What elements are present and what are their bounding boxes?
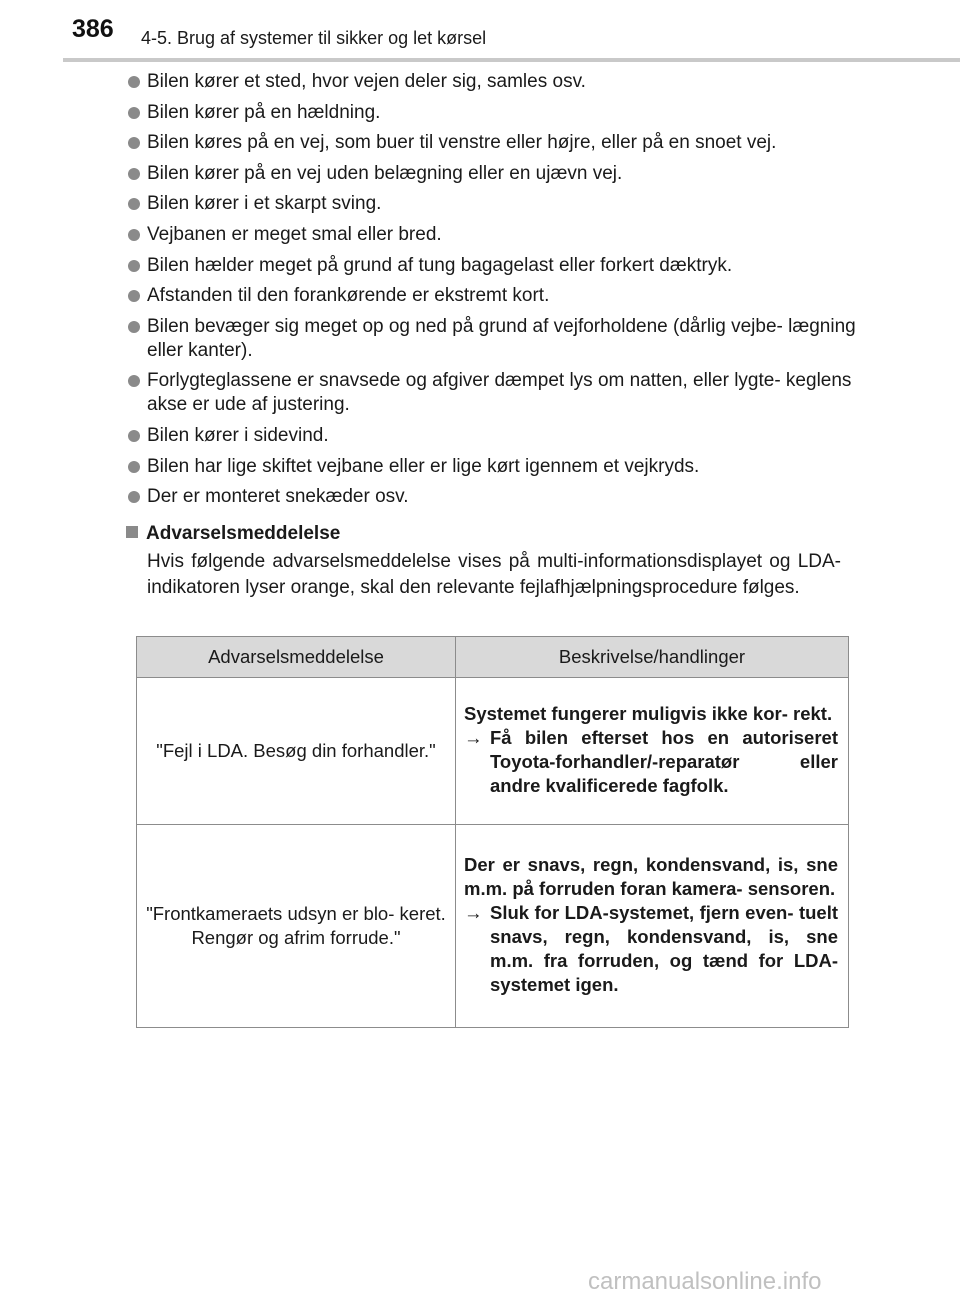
bullet-icon [128,76,140,88]
action-text: Få bilen efterset hos en autoriseret Toyota-forhandler/-reparatør eller andre kvalificerede fagfolk. [490,727,838,796]
bullet-icon [128,229,140,241]
bullet-icon [128,198,140,210]
list-item: Bilen kører i et skarpt sving. [126,192,861,216]
action-text: Sluk for LDA-systemet, fjern even- tuelt snavs, regn, kondensvand, is, sne m.m. fra forruden, og tænd for LDA-systemet igen. [490,902,838,995]
list-item: Bilen hælder meget på grund af tung bagagelast eller forkert dæktryk. [126,254,861,278]
bullet-icon [128,107,140,119]
arrow-icon: → [464,727,483,748]
bullet-icon [128,491,140,503]
warning-message: "Frontkameraets udsyn er blo- keret. Rengør og afrim forrude." [137,825,456,1028]
condition-list [126,70,861,516]
bullet-icon [128,137,140,149]
table-row [137,678,849,825]
warning-description [456,678,849,825]
list-item: Forlygteglassene er snavsede og afgiver dæmpet lys om natten, eller lygte- keglens akse er ude af justering. [126,369,861,417]
square-bullet-icon [126,526,138,538]
warning-table [136,636,849,1028]
list-item: Bilen kører et sted, hvor vejen deler sig, samles osv. [126,70,861,94]
list-item: Bilen har lige skiftet vejbane eller er lige kørt igennem et vejkryds. [126,455,861,479]
list-item: Bilen bevæger sig meget op og ned på grund af vejforholdene (dårlig vejbe- lægning eller kanter). [126,315,861,363]
page-number: 386 [72,15,114,43]
list-item: Bilen kører på en hældning. [126,101,861,125]
action-step [464,726,838,798]
arrow-icon: → [464,902,483,923]
description-text: Systemet fungerer muligvis ikke kor- rekt. [464,703,833,724]
warning-description [456,825,849,1028]
bullet-icon [128,290,140,302]
warning-message: "Fejl i LDA. Besøg din forhandler." [137,678,456,825]
list-item: Bilen kører i sidevind. [126,424,861,448]
table-row [137,825,849,1028]
section-intro: Hvis følgende advarselsmeddelelse vises på multi-informationsdisplayet og LDA-indikatoren lyser orange, skal den relevante fejlafhjælpningsprocedure følges. [147,551,841,598]
bullet-icon [128,321,140,333]
section-title: 4-5. Brug af systemer til sikker og let kørsel [141,28,487,48]
list-item: Bilen køres på en vej, som buer til venstre eller højre, eller på en snoet vej. [126,131,861,155]
column-header-message: Advarselsmeddelelse [137,637,456,678]
table-header-row [137,637,849,678]
list-item: Afstanden til den forankørende er ekstremt kort. [126,284,861,308]
watermark: carmanualsonline.info [588,1268,822,1295]
bullet-icon [128,260,140,272]
column-header-description: Beskrivelse/handlinger [456,637,849,678]
bullet-icon [128,461,140,473]
bullet-icon [128,375,140,387]
header-rule [63,58,960,62]
description-text: Der er snavs, regn, kondensvand, is, sne m.m. på forruden foran kamera- sensoren. [464,854,838,899]
action-step [464,901,838,997]
page-header [0,0,960,62]
list-item: Der er monteret snekæder osv. [126,485,861,509]
list-item: Vejbanen er meget smal eller bred. [126,223,861,247]
list-item: Bilen kører på en vej uden belægning eller en ujævn vej. [126,162,861,186]
bullet-icon [128,430,140,442]
section-heading: Advarselsmeddelelse [126,523,340,545]
bullet-icon [128,168,140,180]
